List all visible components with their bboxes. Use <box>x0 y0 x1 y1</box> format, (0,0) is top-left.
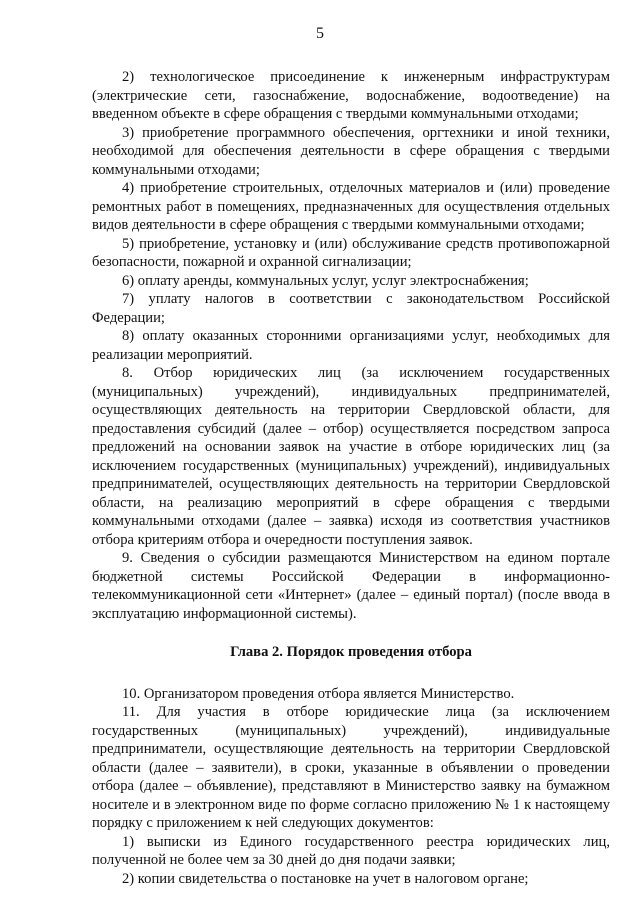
sublist-item-1: 1) выписки из Единого государственного реестра юридических лиц, полученной не более чем за 30 дней до дня подачи заявки; <box>92 833 610 868</box>
clause-9: 9. Сведения о субсидии размещаются Министерством на едином портале бюджетной системы Российской Федерации в информационно-телекоммуникационной сети «Интернет» (далее – единый портал) (после ввода в эксплуатацию информационной системы). <box>92 550 610 622</box>
list-item-4: 4) приобретение строительных, отделочных материалов и (или) проведение ремонтных работ в помещениях, предназначенных для осуществления отдельных видов деятельности в сфере обращения с твердыми коммунальными отходами; <box>92 180 610 233</box>
list-item-8: 8) оплату оказанных сторонними организациями услуг, необходимых для реализации мероприятий. <box>92 328 610 363</box>
list-item-6: 6) оплату аренды, коммунальных услуг, услуг электроснабжения; <box>122 272 529 289</box>
list-item-5: 5) приобретение, установку и (или) обслуживание средств противопожарной безопасности, пожарной и охранной сигнализации; <box>92 235 610 270</box>
chapter-heading: Глава 2. Порядок проведения отбора <box>230 644 472 660</box>
clause-8: 8. Отбор юридических лиц (за исключением государственных (муниципальных) учреждений), индивидуальных предпринимателей, осуществляющих деятельность на территории Свердловской области, для предоставления субсидий (далее – отбор) осуществляется посредством запроса предложений на основании заявок на участие в отборе юридических лиц (за исключением государственных (муниципальных) учреждений), индивидуальных предпринимателей, осуществляющих деятельность на территории Свердловской области, на реализацию мероприятий в сфере обращения с твердыми коммунальными отходами (далее – заявка) исходя из соответствия участников отбора критериям отбора и очередности поступления заявок. <box>92 365 610 548</box>
list-item-7: 7) уплату налогов в соответствии с законодательством Российской Федерации; <box>92 291 610 326</box>
page-number: 5 <box>316 25 324 42</box>
list-item-3: 3) приобретение программного обеспечения, оргтехники и иной техники, необходимой для обеспечения деятельности в сфере обращения с твердыми коммунальными отходами; <box>92 124 610 178</box>
clause-10: 10. Организатором проведения отбора является Министерство. <box>122 685 515 702</box>
list-item-2: 2) технологическое присоединение к инженерным инфраструктурам (электрические сети, газоснабжение, водоснабжение, водоотведение) на введенном объекте в сфере обращения с твердыми коммунальными отходами; <box>92 69 610 122</box>
clause-11: 11. Для участия в отборе юридические лица (за исключением государственных (муниципальных) учреждений), индивидуальные предприниматели, осуществляющие деятельность на территории Свердловской области (далее – заявители), в сроки, указанные в объявлении о проведении отбора (далее – объявление), представляют в Министерство заявку на бумажном носителе и в электронном виде по форме согласно приложению № 1 к настоящему порядку с приложением к ней следующих документов: <box>92 704 610 831</box>
sublist-item-2: 2) копии свидетельства о постановке на учет в налоговом органе; <box>122 870 529 887</box>
document-body <box>92 68 610 888</box>
